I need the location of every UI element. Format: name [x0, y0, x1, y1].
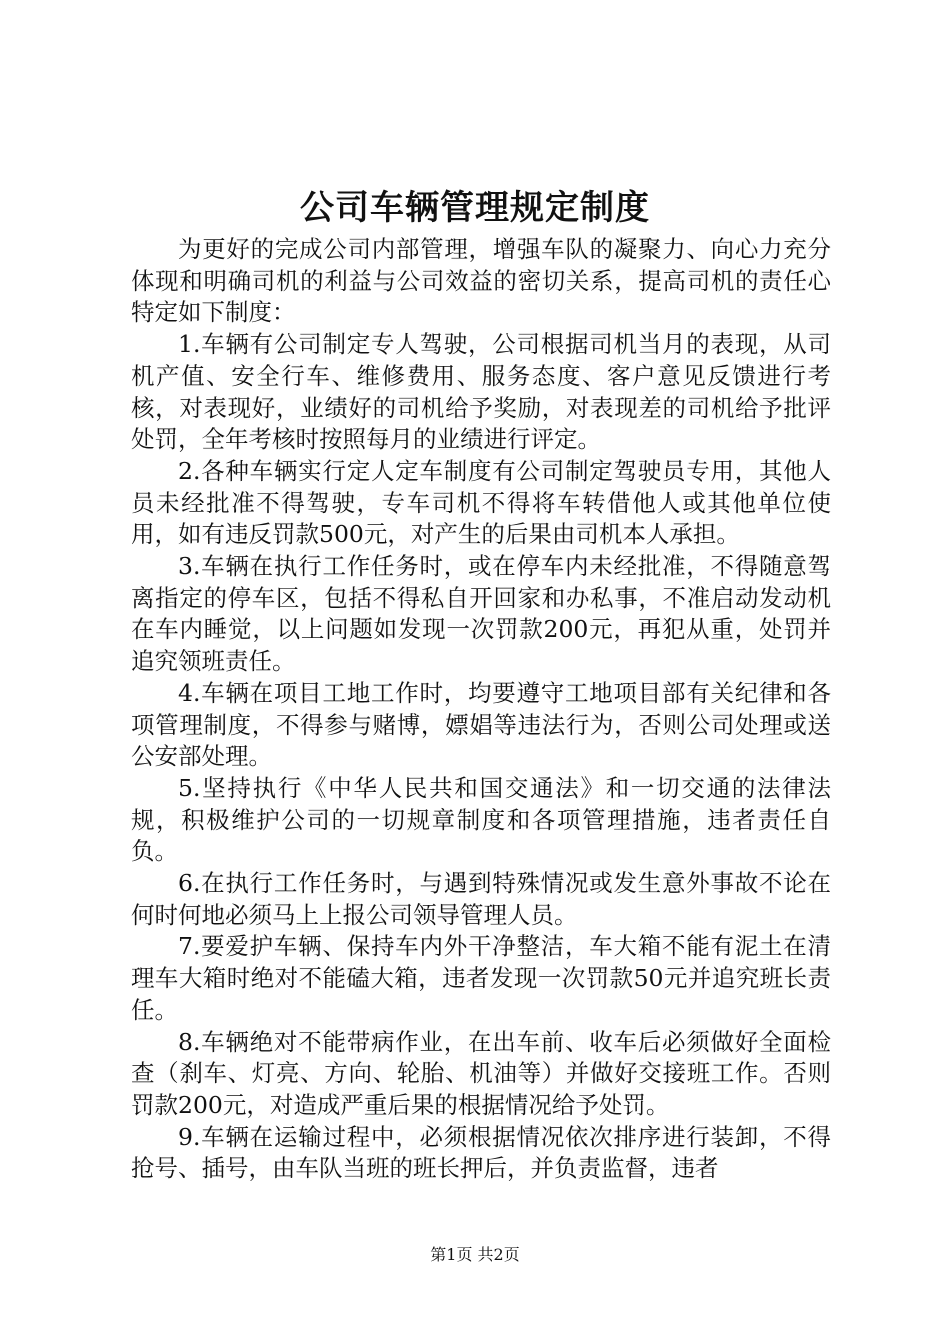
document-body — [131, 234, 831, 1185]
rule-paragraph-5: 5.坚持执行《中华人民共和国交通法》和一切交通的法律法规，积极维护公司的一切规章制度和各项管理措施，违者责任自负。 — [131, 773, 831, 866]
rule-paragraph-1: 1.车辆有公司制定专人驾驶，公司根据司机当月的表现，从司机产值、安全行车、维修费用、服务态度、客户意见反馈进行考核，对表现好，业绩好的司机给予奖励，对表现差的司机给予批评处罚，全年考核时按照每月的业绩进行评定。 — [131, 330, 831, 454]
rule-paragraph-9: 9.车辆在运输过程中，必须根据情况依次排序进行装卸，不得抢号、插号，由车队当班的班长押后，并负责监督，违者 — [131, 1122, 831, 1183]
intro-paragraph: 为更好的完成公司内部管理，增强车队的凝聚力、向心力充分体现和明确司机的利益与公司效益的密切关系，提高司机的责任心特定如下制度： — [131, 235, 831, 327]
rule-paragraph-6: 6.在执行工作任务时，与遇到特殊情况或发生意外事故不论在何时何地必须马上上报公司领导管理人员。 — [131, 869, 831, 929]
page-number-footer: 第1页 共2页 — [430, 1245, 520, 1264]
rule-paragraph-8: 8.车辆绝对不能带病作业，在出车前、收车后必须做好全面检查（刹车、灯亮、方向、轮胎、机油等）并做好交接班工作。否则罚款200元，对造成严重后果的根据情况给予处罚。 — [131, 1027, 831, 1119]
document-title: 公司车辆管理规定制度 — [300, 188, 650, 228]
rule-paragraph-7: 7.要爱护车辆、保持车内外干净整洁，车大箱不能有泥土在清理车大箱时绝对不能磕大箱，违者发现一次罚款50元并追究班长责任。 — [131, 932, 831, 1024]
rule-paragraph-4: 4.车辆在项目工地工作时，均要遵守工地项目部有关纪律和各项管理制度，不得参与赌博，嫖娼等违法行为，否则公司处理或送公安部处理。 — [131, 678, 831, 771]
rule-paragraph-2: 2.各种车辆实行定人定车制度有公司制定驾驶员专用，其他人员未经批准不得驾驶，专车司机不得将车转借他人或其他单位使用，如有违反罚款500元，对产生的后果由司机本人承担。 — [131, 456, 831, 549]
rule-paragraph-3: 3.车辆在执行工作任务时，或在停车内未经批准，不得随意驾离指定的停车区，包括不得私自开回家和办私事，不准启动发动机在车内睡觉，以上问题如发现一次罚款200元，再犯从重，处罚并追究领班责任。 — [131, 552, 831, 676]
